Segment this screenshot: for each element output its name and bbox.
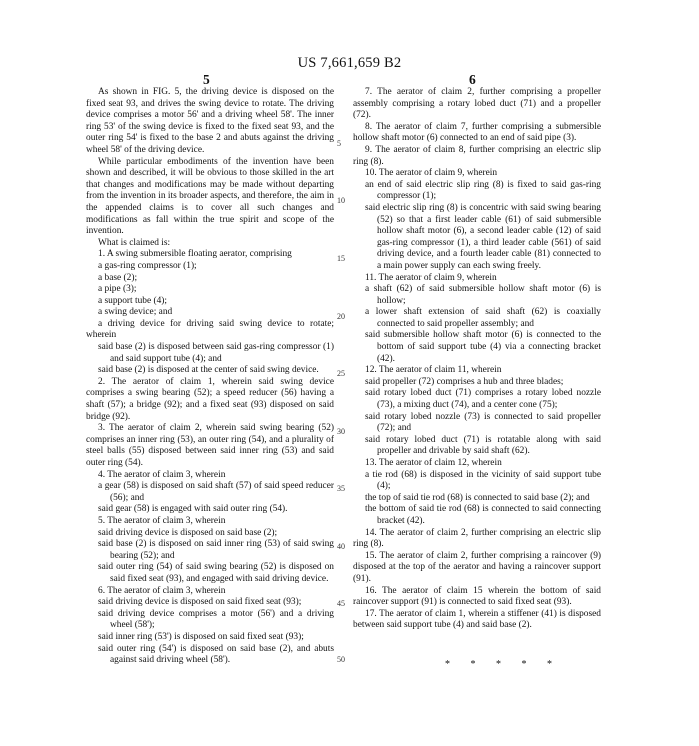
- right-paragraph: 7. The aerator of claim 2, further comprising a propeller assembly comprising a rotary lobed duct (71) and a propeller (72).: [353, 87, 601, 121]
- left-paragraph: 1. A swing submersible floating aerator, comprising: [98, 249, 292, 260]
- right-paragraph: 17. The aerator of claim 1, wherein a stiffener (41) is disposed between said support tube (4) and said base (2).: [353, 608, 601, 631]
- right-paragraph: a shaft (62) of said submersible hollow shaft motor (6) is hollow;: [365, 284, 601, 306]
- right-paragraph: 8. The aerator of claim 7, further comprising a submersible hollow shaft motor (6) connected to an end of said pipe (3).: [353, 121, 601, 144]
- right-paragraph: said propeller (72) comprises a hub and three blades;: [365, 376, 564, 387]
- line-number: 35: [337, 484, 345, 493]
- left-paragraph: a driving device for driving said swing device to rotate; wherein: [86, 318, 334, 341]
- left-paragraph: said base (2) is disposed at the center of said swing device.: [98, 365, 319, 376]
- right-paragraph: an end of said electric slip ring (8) is fixed to said gas-ring compressor (1);: [365, 179, 601, 202]
- left-paragraph: a gas-ring compressor (1);: [98, 260, 197, 271]
- left-paragraph: said base (2) is disposed between said gas-ring compressor (1) and said support tube (4); and: [98, 342, 334, 364]
- right-paragraph: 14. The aerator of claim 2, further comprising an electric slip ring (8).: [353, 527, 601, 550]
- left-column-text: [86, 87, 334, 667]
- left-paragraph: a base (2);: [98, 272, 138, 283]
- right-paragraph: the top of said tie rod (68) is connected to said base (2); and: [365, 492, 590, 503]
- right-paragraph: the bottom of said tie rod (68) is connected to said connecting bracket (42).: [365, 504, 601, 526]
- left-paragraph: a pipe (3);: [98, 284, 137, 295]
- right-paragraph: 15. The aerator of claim 2, further comprising a raincover (9) disposed at the top of the aerator and having a raincover support (91).: [353, 550, 601, 584]
- left-paragraph: 5. The aerator of claim 3, wherein: [98, 515, 226, 526]
- left-paragraph: 4. The aerator of claim 3, wherein: [98, 469, 226, 480]
- right-paragraph: said submersible hollow shaft motor (6) is connected to the bottom of said support tube (4) via a connecting bracket (42).: [365, 330, 601, 364]
- line-number: 40: [337, 542, 345, 551]
- left-paragraph: 2. The aerator of claim 1, wherein said swing device comprises a swing bearing (52); a speed reducer (56) having a shaft (57); a bridge (92); and a fixed seat (93) disposed on said bridge (92).: [86, 376, 334, 422]
- left-paragraph: a support tube (4);: [98, 295, 167, 306]
- right-paragraph: 12. The aerator of claim 11, wherein: [365, 365, 502, 376]
- line-number: 10: [337, 196, 345, 205]
- left-paragraph: said inner ring (53') is disposed on said fixed seat (93);: [98, 631, 304, 642]
- right-paragraph: 11. The aerator of claim 9, wherein: [365, 272, 497, 283]
- right-column-text: [353, 87, 601, 632]
- left-paragraph: said gear (58) is engaged with said outer ring (54).: [98, 504, 288, 515]
- line-number: 45: [337, 599, 345, 608]
- left-paragraph: What is claimed is:: [98, 237, 171, 248]
- line-number: 30: [337, 427, 345, 436]
- left-paragraph: said driving device is disposed on said base (2);: [98, 527, 278, 538]
- left-paragraph: said driving device is disposed on said fixed seat (93);: [98, 597, 302, 608]
- line-number: 15: [337, 254, 345, 263]
- left-paragraph: a gear (58) is disposed on said shaft (57) of said speed reducer (56); and: [98, 481, 334, 503]
- left-paragraph: While particular embodiments of the invention have been shown and described, it will be obvious to those skilled in the art that changes and modifications may be made without departing from the invention in its broader aspects, and therefore, the aim in the appended claims is to cover all such changes and modifications as fall within the true spirit and scope of the invention.: [86, 156, 334, 237]
- line-number: 50: [337, 655, 345, 664]
- right-paragraph: 9. The aerator of claim 8, further comprising an electric slip ring (8).: [353, 144, 601, 167]
- line-number: 25: [337, 369, 345, 378]
- left-paragraph: said outer ring (54') is disposed on said base (2), and abuts against said driving wheel (58').: [98, 643, 334, 666]
- left-paragraph: a swing device; and: [98, 307, 173, 318]
- column-number-right: 6: [469, 72, 476, 87]
- line-number: 20: [337, 312, 345, 321]
- patent-number: US 7,661,659 B2: [297, 55, 402, 71]
- left-paragraph: 6. The aerator of claim 3, wherein: [98, 585, 226, 596]
- left-paragraph: said driving device comprises a motor (56') and a driving wheel (58');: [98, 608, 334, 631]
- left-paragraph: said outer ring (54) of said swing bearing (52) is disposed on said fixed seat (93), and engaged with said driving device.: [98, 562, 334, 584]
- right-paragraph: 16. The aerator of claim 15 wherein the bottom of said raincover support (91) is connected to said fixed seat (93).: [353, 585, 601, 608]
- left-paragraph: said base (2) is disposed on said inner ring (53) of said swing bearing (52); and: [98, 539, 334, 561]
- left-paragraph: As shown in FIG. 5, the driving device is disposed on the fixed seat 93, and drives the swing device to rotate. The driving device comprises a motor 56' and a driving wheel 58'. The inner ring 53' of the swing device is fixed to the fixed seat 93, and the outer ring 54' is fixed to the base 2 and abuts against the driving wheel 58' of the driving device.: [86, 87, 334, 155]
- left-paragraph: 3. The aerator of claim 2, wherein said swing bearing (52) comprises an inner ring (53), an outer ring (54), and a plurality of steel balls (55) disposed between said inner ring (53) and said outer ring (54).: [86, 423, 334, 468]
- line-number: 5: [337, 139, 341, 148]
- right-paragraph: said rotary lobed duct (71) comprises a rotary lobed nozzle (73), a mixing duct (74), and a center cone (75);: [365, 388, 601, 411]
- right-paragraph: a lower shaft extension of said shaft (62) is coaxially connected to said propeller assembly; and: [365, 307, 601, 329]
- right-paragraph: 13. The aerator of claim 12, wherein: [365, 458, 502, 468]
- column-number-left: 5: [203, 72, 210, 87]
- right-paragraph: 10. The aerator of claim 9, wherein: [365, 168, 498, 179]
- right-paragraph: a tie rod (68) is disposed in the vicinity of said support tube (4);: [365, 469, 601, 492]
- right-paragraph: said rotary lobed duct (71) is rotatable along with said propeller and drivable by said shaft (62).: [365, 434, 601, 457]
- right-paragraph: said rotary lobed nozzle (73) is connected to said propeller (72); and: [365, 411, 601, 434]
- end-of-document-mark: * * * * *: [445, 659, 561, 670]
- right-paragraph: said electric slip ring (8) is concentric with said swing bearing (52) so that a first leader cable (61) of said submersible hollow shaft motor (6), a second leader cable (12) of said gas-ring compressor (1), a third leader cable (561) of said driving device, and a fourth leader cable (81) connected to a main power supply can each swing freely.: [365, 202, 601, 271]
